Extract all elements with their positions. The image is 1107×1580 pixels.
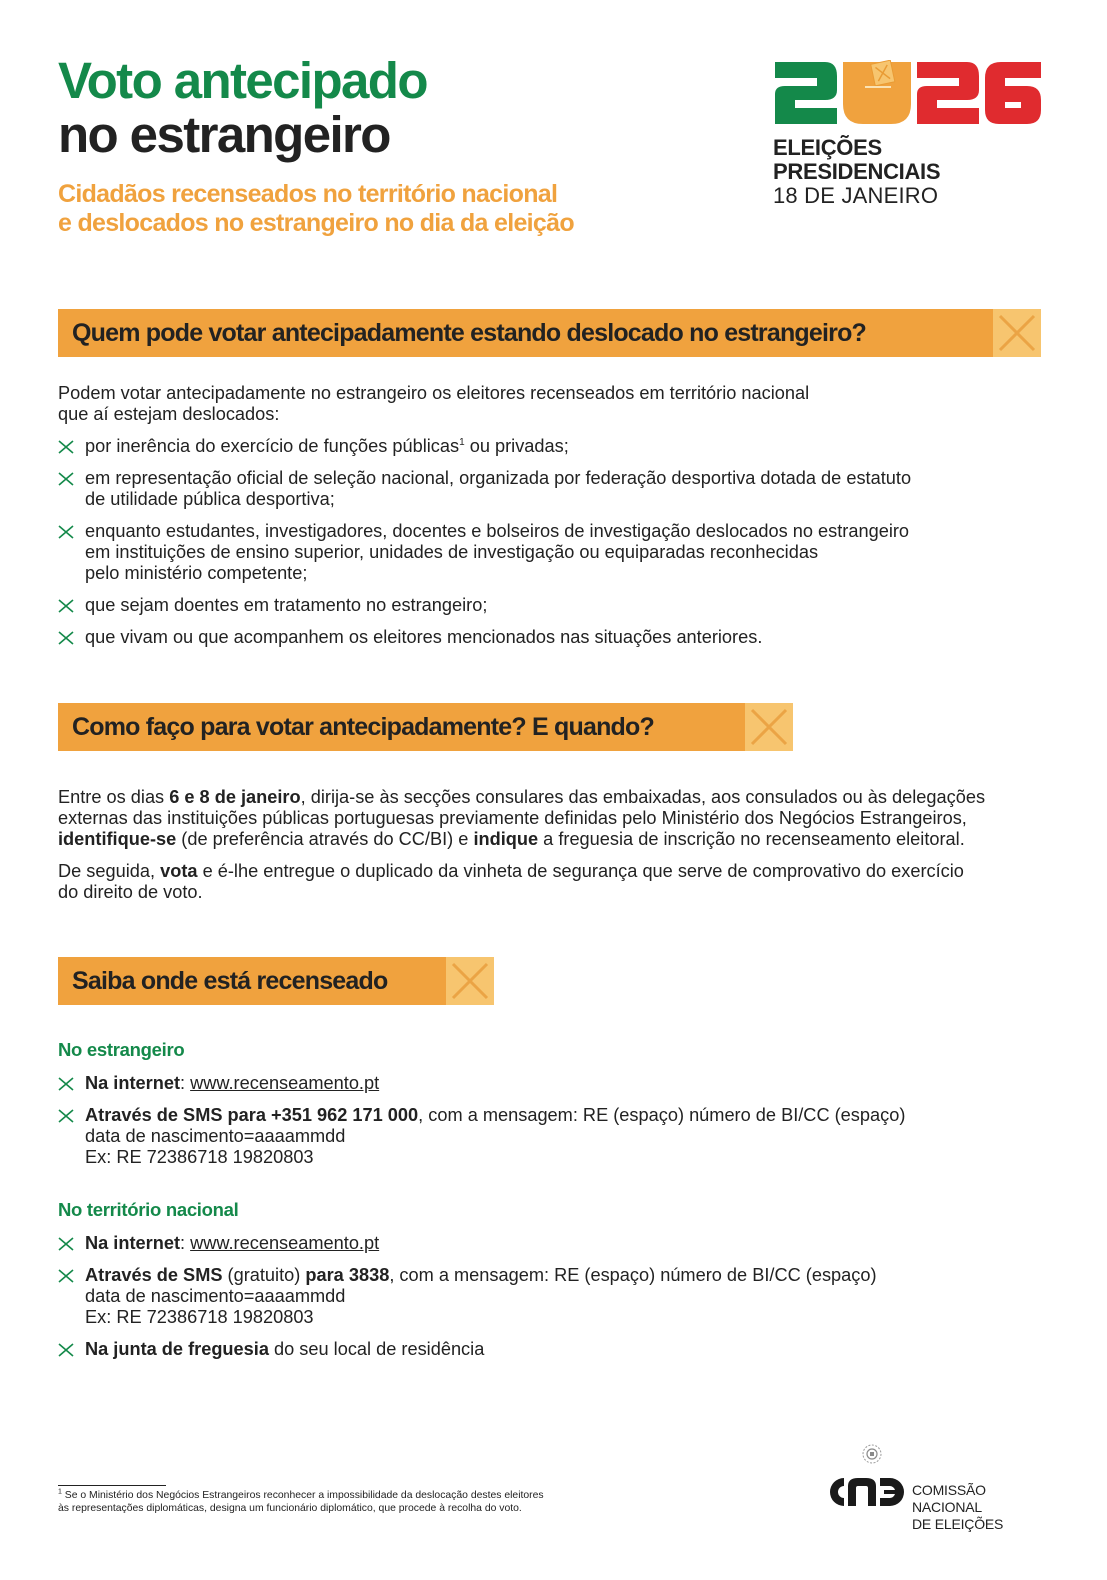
abroad-list [58,1073,1048,1179]
x-mark-icon [58,1343,74,1357]
page-title [58,54,427,162]
vote-dates: 6 e 8 de janeiro [169,787,301,807]
x-mark-icon [58,599,74,613]
x-mark-icon [58,1269,74,1283]
list-item: que vivam ou que acompanhem os eleitores mencionados nas situações anteriores. [58,627,1048,648]
coat-of-arms-icon [863,1445,881,1463]
digit-6-red [985,62,1041,124]
subheading-national: No território nacional [58,1199,239,1220]
list-item: Na internet: www.recenseamento.pt [58,1233,1048,1254]
list-item: em representação oficial de seleção nacional, organizada por federação desportiva dotada de estatuto de utilidade pública desportiva; [58,468,1048,510]
section-header-how-and-when [58,703,793,751]
national-list [58,1233,1048,1371]
recenseamento-link[interactable]: www.recenseamento.pt [190,1233,380,1253]
subtitle-line-1: Cidadãos recenseados no território nacional [58,180,558,208]
list-item: enquanto estudantes, investigadores, docentes e bolseiros de investigação deslocados no estrangeiro em instituições de ensino superior, unidades de investigação ou equiparadas reconhecidas pelo ministério competente; [58,521,1048,584]
footnote-divider [58,1485,166,1486]
intro-line-1: Podem votar antecipadamente no estrangeiro os eleitores recenseados em território nacional [58,383,810,403]
elections-2026-logo [773,60,1043,208]
logo-date: 18 DE JANEIRO [773,183,939,208]
cne-name: COMISSÃO NACIONAL DE ELEIÇÕES [912,1482,1004,1532]
subheading-abroad: No estrangeiro [58,1039,185,1060]
list-item: Na junta de freguesia do seu local de residência [58,1339,1048,1360]
after-vote-paragraph: De seguida, vota e é-lhe entregue o duplicado da vinheta de segurança que serve de comprovativo do exercício do direito de voto. [58,861,964,902]
year-2026-logo-mark [773,60,1043,126]
how-to-vote-paragraph: Entre os dias 6 e 8 de janeiro, dirija-se às secções consulares das embaixadas, aos consulados ou às delegações externas das instituições públicas portuguesas previamente definidas pelo Ministério dos Negócios Estrangeiros, identifique-se (de preferência através do CC/BI) e indique a freguesia de inscrição no recenseamento eleitoral. [58,787,986,849]
ballot-paper-icon [871,60,895,86]
eligibility-list [58,436,1048,659]
list-item: por inerência do exercício de funções públicas$^1$ ou privadas; [58,436,1048,457]
x-mark-icon [745,703,793,751]
x-mark-icon [58,440,74,454]
digit-2-red [917,62,979,124]
logo-line-2: PRESIDENCIAIS [773,159,941,184]
x-mark-icon [446,957,494,1005]
section1-intro [58,383,809,425]
footnote: $^1$ Se o Ministério dos Negócios Estrangeiros reconhecer a impossibilidade da deslocação destes eleitores às representações diplomáticas, designa um funcionário diplomático, que procede à recolha do voto. [58,1488,544,1514]
x-mark-icon [58,472,74,486]
logo-caption [773,136,1043,208]
x-mark-icon [58,1109,74,1123]
cne-logo-mark [824,1442,910,1522]
x-mark-icon [58,525,74,539]
page-subtitle [58,180,574,238]
title-line-2: no estrangeiro [58,106,390,163]
section-title: Como faço para votar antecipadamente? E quando? [58,703,745,751]
list-item: Através de SMS (gratuito) para 3838, com a mensagem: RE (espaço) número de BI/CC (espaço) data de nascimento=aaaammdd Ex: RE 72386718 19820803 [58,1265,1048,1328]
section-title: Quem pode votar antecipadamente estando deslocado no estrangeiro? [58,309,993,357]
logo-line-1: ELEIÇÕES [773,135,882,160]
subtitle-line-2: e deslocados no estrangeiro no dia da eleição [58,209,574,237]
section-title: Saiba onde está recenseado [58,957,446,1005]
x-mark-icon [58,631,74,645]
recenseamento-link[interactable]: www.recenseamento.pt [190,1073,380,1093]
cne-logo [824,1442,1054,1532]
list-item: Através de SMS para +351 962 171 000, com a mensagem: RE (espaço) número de BI/CC (espaço) data de nascimento=aaaammdd Ex: RE 72386718 19820803 [58,1105,1048,1168]
footnote-ref[interactable]: 1 [459,436,465,448]
digit-2-green [775,62,837,124]
title-line-1: Voto antecipado [58,52,427,109]
section-header-where-registered [58,957,494,1005]
section-header-who-can-vote [58,309,1041,357]
x-mark-icon [58,1237,74,1251]
intro-line-2: que aí estejam deslocados: [58,404,280,424]
x-mark-icon [58,1077,74,1091]
x-mark-icon [993,309,1041,357]
list-item: Na internet: www.recenseamento.pt [58,1073,1048,1094]
list-item: que sejam doentes em tratamento no estrangeiro; [58,595,1048,616]
